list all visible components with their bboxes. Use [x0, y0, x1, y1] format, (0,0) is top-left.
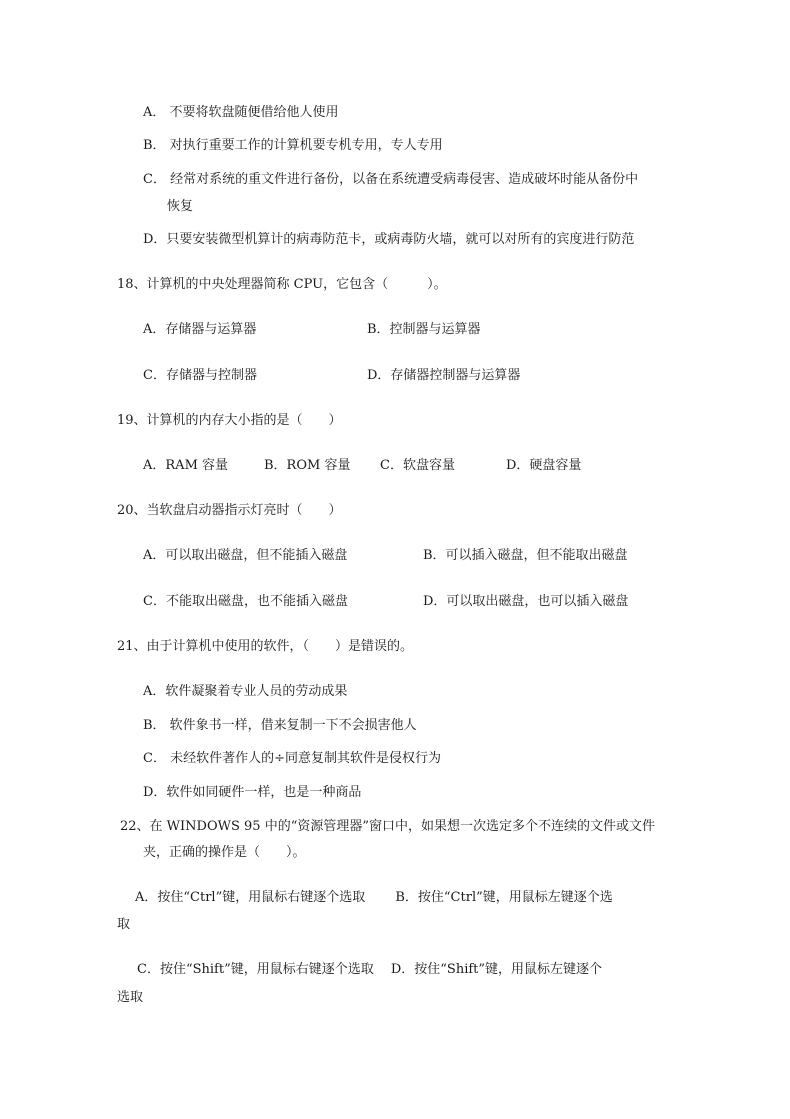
option-c: C． 未经软件著作人的÷同意复制其软件是侵权行为 — [143, 751, 441, 766]
option-a: A．存储器与运算器 — [143, 322, 257, 337]
option-d: D．可以取出磁盘，也可以插入磁盘 — [423, 594, 629, 609]
question-stem: 18、计算机的中央处理器简称 CPU，它包含（ ）。 — [117, 277, 447, 292]
option-c: C．软盘容量 — [380, 458, 455, 473]
options-c-d-continued: 选取 — [117, 990, 144, 1005]
option-d: D．硬盘容量 — [506, 458, 582, 473]
option-d: D．存储器控制器与运算器 — [367, 368, 521, 383]
option-c-continued: 恢复 — [167, 199, 194, 214]
option-c: C．不能取出磁盘，也不能插入磁盘 — [143, 594, 348, 609]
option-b: B．可以插入磁盘，但不能取出磁盘 — [423, 548, 628, 563]
options-c-d: C．按住“Shift”键，用鼠标右键逐个选取 D．按住“Shift”键，用鼠标左键逐个 — [137, 962, 603, 977]
option-c: C．存储器与控制器 — [143, 368, 257, 383]
question-stem: 20、当软盘启动器指示灯亮时（ ） — [117, 503, 342, 518]
option-d: D．软件如同硬件一样，也是一种商品 — [143, 785, 362, 800]
option-a: A． 不要将软盘随便借给他人使用 — [143, 105, 339, 120]
option-a: A．软件凝聚着专业人员的劳动成果 — [143, 684, 348, 699]
option-a: A．RAM 容量 — [143, 458, 229, 473]
option-b: B．ROM 容量 — [264, 458, 351, 473]
option-b: B．控制器与运算器 — [367, 322, 481, 337]
options-a-b: A．按住“Ctrl”键，用鼠标右键逐个选取 B．按住“Ctrl”键，用鼠标左键逐个选 — [135, 890, 613, 905]
question-stem: 22、在 WINDOWS 95 中的“资源管理器”窗口中，如果想一次选定多个不连续的文件或文件 — [120, 819, 655, 834]
option-b: B． 对执行重要工作的计算机要专机专用，专人专用 — [143, 138, 443, 153]
option-c: C． 经常对系统的重文件进行备份，以备在系统遭受病毒侵害、造成破坏时能从备份中 — [143, 172, 639, 187]
option-d: D．只要安装微型机算计的病毒防范卡，或病毒防火墙，就可以对所有的宾度进行防范 — [143, 232, 635, 247]
question-stem: 19、计算机的内存大小指的是（ ） — [117, 413, 342, 428]
question-stem-continued: 夹，正确的操作是（ ）。 — [143, 845, 306, 860]
option-a: A．可以取出磁盘，但不能插入磁盘 — [143, 548, 348, 563]
question-stem: 21、由于计算机中使用的软件，（ ）是错误的。 — [117, 639, 414, 654]
option-b: B． 软件象书一样，借来复制一下不会损害他人 — [143, 718, 417, 733]
options-a-b-continued: 取 — [117, 917, 131, 932]
